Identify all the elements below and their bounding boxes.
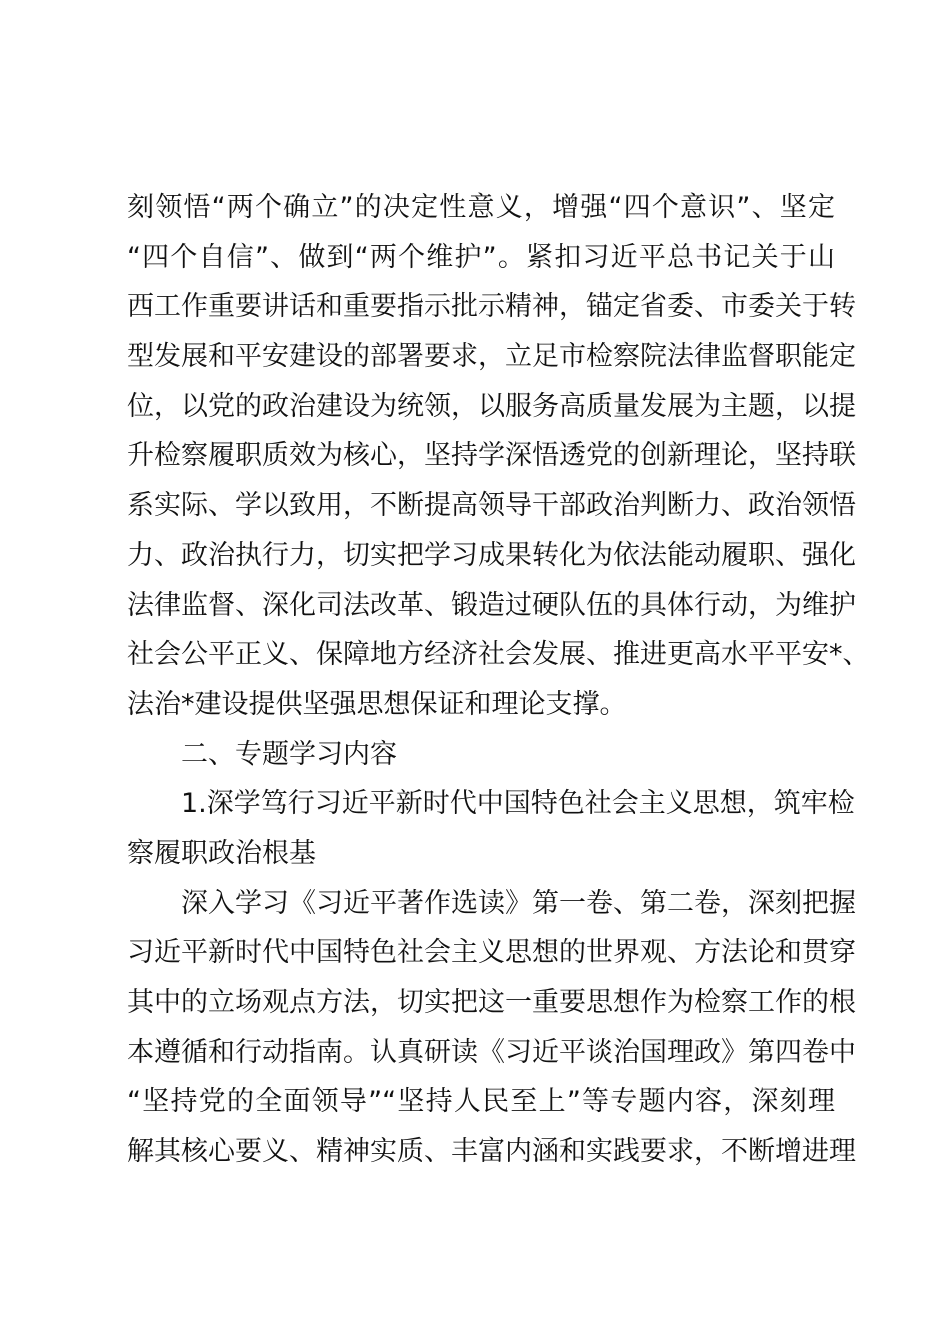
- paragraph-line: 升检察履职质效为核心，坚持学深悟透党的创新理论，坚持联: [127, 440, 856, 472]
- section-heading: 二、专题学习内容: [181, 738, 397, 770]
- paragraph-line: 型发展和平安建设的部署要求，立足市检察院法律监督职能定: [127, 341, 856, 373]
- subsection-heading: 1.深学笃行习近平新时代中国特色社会主义思想，筑牢检: [181, 788, 855, 820]
- paragraph-line: “坚持党的全面领导”“坚持人民至上”等专题内容，深刻理: [127, 1086, 835, 1118]
- paragraph-line: 西工作重要讲话和重要指示批示精神，锚定省委、市委关于转: [127, 291, 856, 323]
- paragraph-line: 其中的立场观点方法，切实把这一重要思想作为检察工作的根: [127, 987, 856, 1018]
- paragraph-line: 刻领悟“两个确立”的决定性意义，增强“四个意识”、坚定: [127, 192, 835, 223]
- paragraph-line: 本遵循和行动指南。认真研读《习近平谈治国理政》第四卷中: [127, 1036, 856, 1068]
- paragraph-line: 位，以党的政治建设为统领，以服务高质量发展为主题，以提: [127, 390, 856, 422]
- paragraph-line: 力、政治执行力，切实把学习成果转化为依法能动履职、强化: [127, 539, 856, 571]
- paragraph-line: 法治*建设提供坚强思想保证和理论支撑。: [127, 688, 627, 720]
- document-page: [127, 183, 870, 1177]
- paragraph-line: 深入学习《习近平著作选读》第一卷、第二卷，深刻把握: [181, 887, 856, 919]
- subsection-heading: 察履职政治根基: [127, 837, 316, 869]
- paragraph-line: 社会公平正义、保障地方经济社会发展、推进更高水平平安*、: [127, 639, 870, 671]
- paragraph-line: 习近平新时代中国特色社会主义思想的世界观、方法论和贯穿: [127, 937, 856, 969]
- paragraph-line: 法律监督、深化司法改革、锻造过硬队伍的具体行动，为维护: [127, 589, 856, 621]
- paragraph-line: 解其核心要义、精神实质、丰富内涵和实践要求，不断增进理: [127, 1136, 856, 1168]
- paragraph-line: 系实际、学以致用，不断提高领导干部政治判断力、政治领悟: [127, 490, 856, 522]
- paragraph-line: “四个自信”、做到“两个维护”。紧扣习近平总书记关于山: [127, 241, 835, 273]
